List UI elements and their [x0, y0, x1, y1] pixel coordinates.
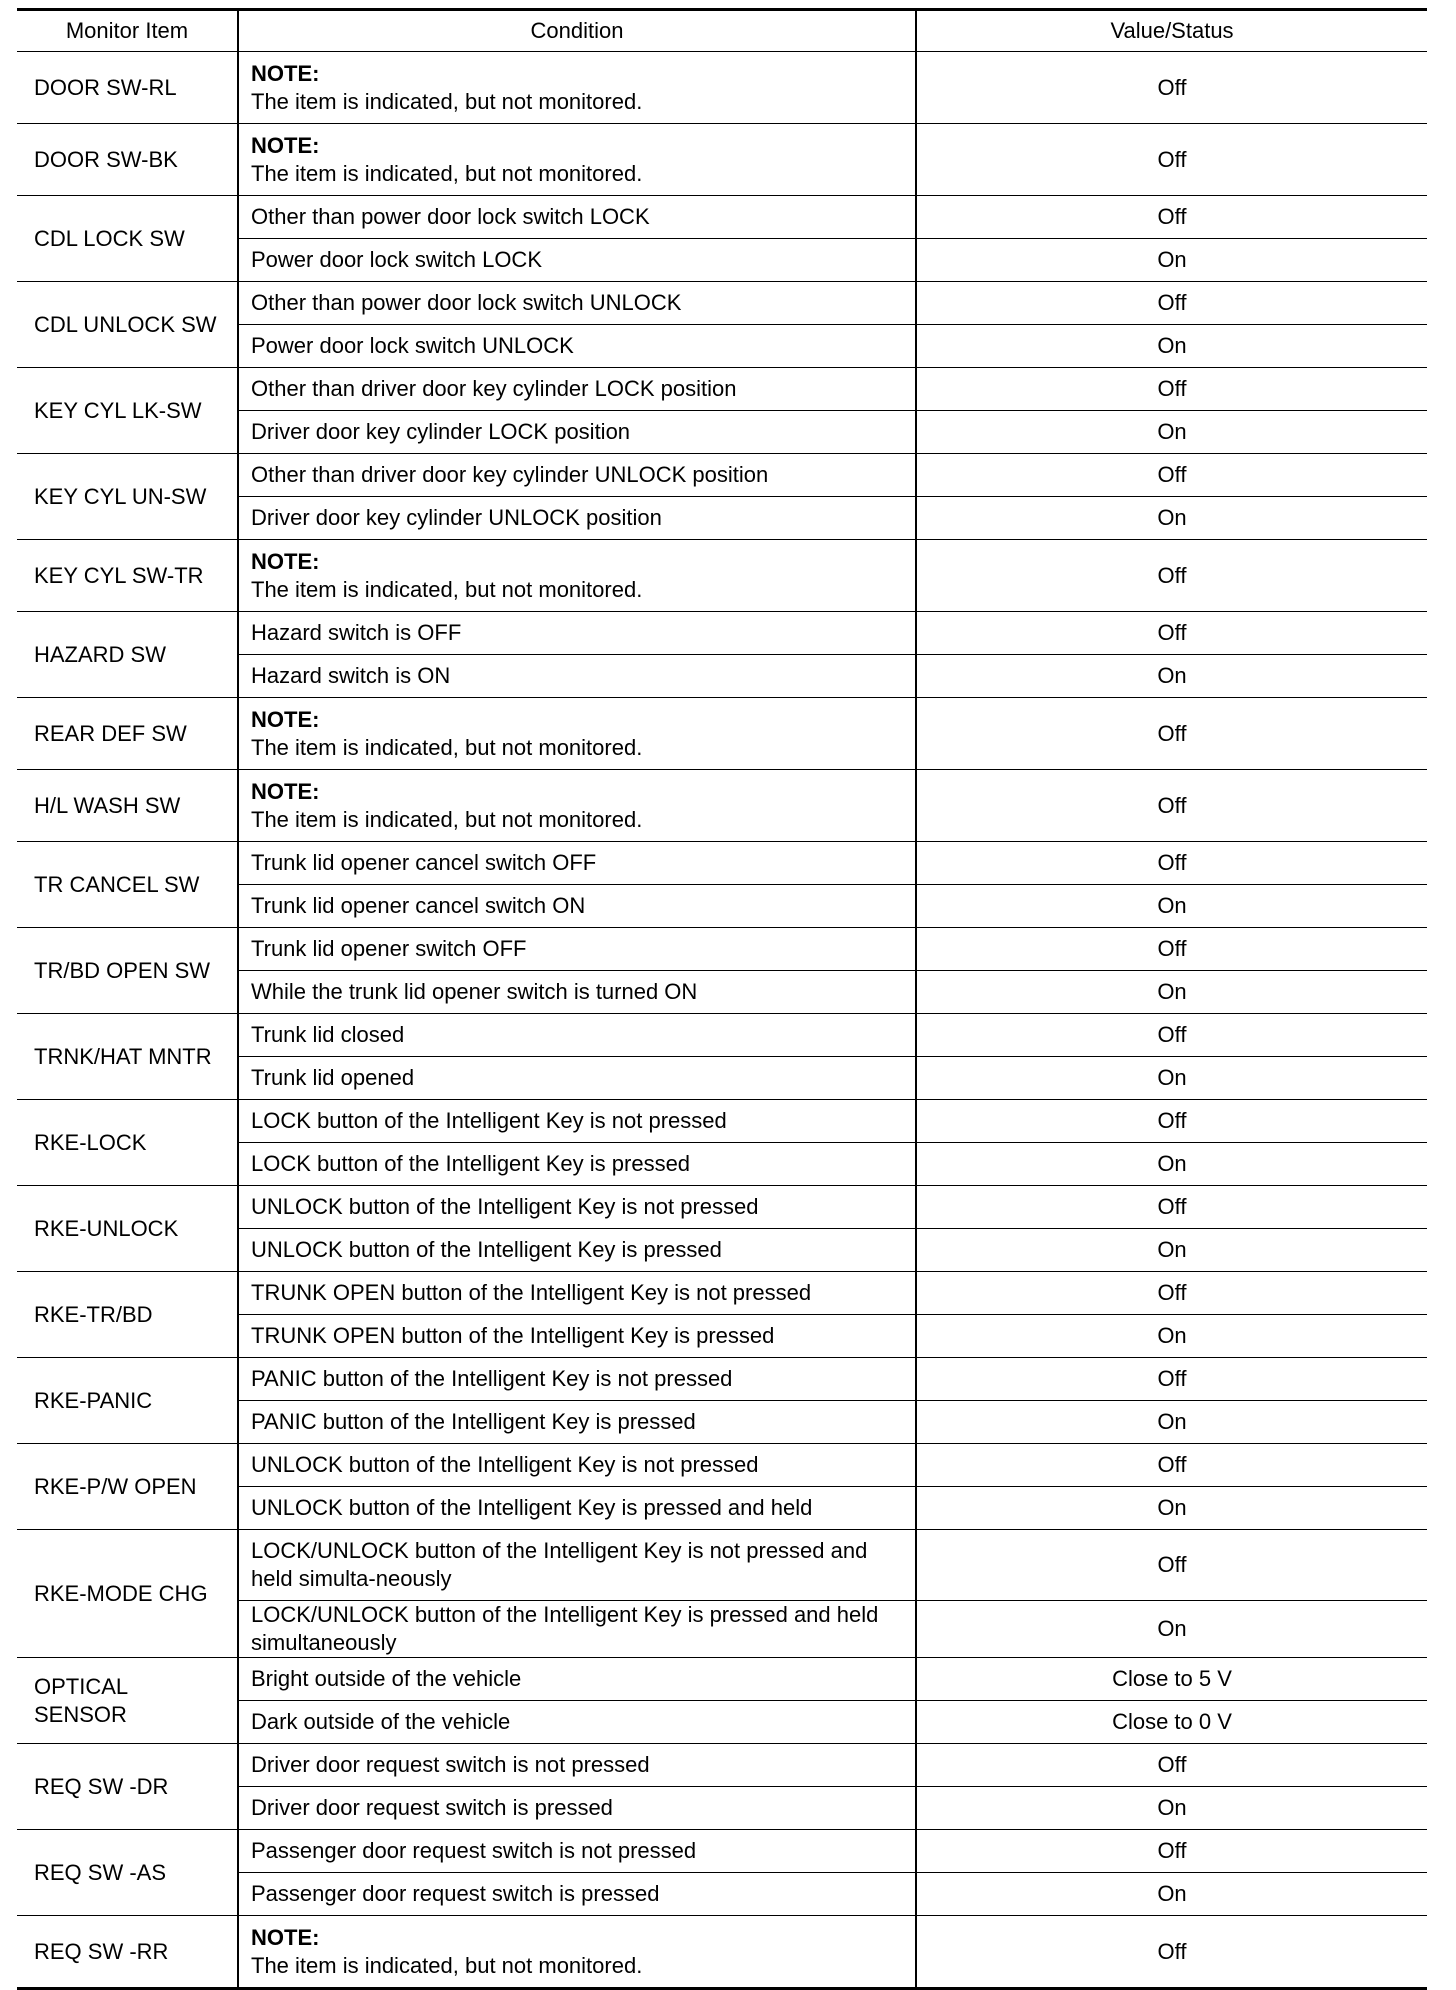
note-label: NOTE: [251, 706, 320, 732]
value-status: On [916, 325, 1427, 368]
monitor-item: TR/BD OPEN SW [17, 928, 238, 1014]
value-status: Off [1157, 74, 1187, 100]
monitor-item: DOOR SW-RL [17, 52, 238, 124]
monitor-item: REQ SW -AS [17, 1830, 238, 1916]
note-text: The item is indicated, but not monitored. [251, 806, 643, 832]
condition: Trunk lid opener cancel switch OFF [238, 842, 916, 885]
monitor-item: H/L WASH SW [17, 770, 238, 842]
condition: LOCK button of the Intelligent Key is not pressed [238, 1100, 916, 1143]
monitor-item: RKE-MODE CHG [17, 1530, 238, 1658]
condition: Trunk lid closed [238, 1014, 916, 1057]
value-status: Off [916, 928, 1427, 971]
monitor-item: DOOR SW-BK [17, 124, 238, 196]
value-status: Off [916, 1444, 1427, 1487]
table-row [17, 612, 1427, 655]
value-status: On [916, 497, 1427, 540]
condition: Trunk lid opener cancel switch ON [238, 885, 916, 928]
monitor-item: KEY CYL SW-TR [17, 540, 238, 612]
condition: Power door lock switch LOCK [238, 239, 916, 282]
table-body [17, 52, 1427, 1989]
monitor-item: TRNK/HAT MNTR [17, 1014, 238, 1100]
value-status: On [916, 1787, 1427, 1830]
value-status: On [916, 1057, 1427, 1100]
condition-note [238, 698, 916, 770]
table-row [17, 770, 1427, 842]
note-text: The item is indicated, but not monitored. [251, 734, 643, 760]
value-status: Close to 0 V [916, 1701, 1427, 1744]
note-label: NOTE: [251, 1924, 320, 1950]
value-status: On [916, 1315, 1427, 1358]
condition: PANIC button of the Intelligent Key is pressed [238, 1401, 916, 1444]
monitor-item: HAZARD SW [17, 612, 238, 698]
monitor-item: CDL UNLOCK SW [17, 282, 238, 368]
condition: Other than power door lock switch LOCK [238, 196, 916, 239]
value-status: On [916, 1487, 1427, 1530]
value-status: Off [916, 1186, 1427, 1229]
table-row [17, 1830, 1427, 1873]
table-row [17, 1014, 1427, 1057]
monitor-item: REQ SW -DR [17, 1744, 238, 1830]
note-text: The item is indicated, but not monitored. [251, 160, 643, 186]
table-row [17, 842, 1427, 885]
value-status: Off [916, 1744, 1427, 1787]
note-text: The item is indicated, but not monitored. [251, 576, 643, 602]
table-row [17, 1444, 1427, 1487]
condition: UNLOCK button of the Intelligent Key is pressed [238, 1229, 916, 1272]
monitor-item: KEY CYL LK-SW [17, 368, 238, 454]
table-row [17, 454, 1427, 497]
condition: Dark outside of the vehicle [238, 1701, 916, 1744]
note-text: The item is indicated, but not monitored. [251, 88, 643, 114]
table-row [17, 540, 1427, 612]
table-row [17, 1358, 1427, 1401]
condition: UNLOCK button of the Intelligent Key is pressed and held [238, 1487, 916, 1530]
value-status: Close to 5 V [916, 1658, 1427, 1701]
table-row [17, 698, 1427, 770]
condition: Other than driver door key cylinder UNLOCK position [238, 454, 916, 497]
monitor-item: RKE-TR/BD [17, 1272, 238, 1358]
condition: Other than driver door key cylinder LOCK position [238, 368, 916, 411]
value-status: Off [916, 1014, 1427, 1057]
value-status: Off [916, 1916, 1427, 1989]
monitor-item: REQ SW -RR [17, 1916, 238, 1989]
condition-note [238, 770, 916, 842]
condition: TRUNK OPEN button of the Intelligent Key is pressed [238, 1315, 916, 1358]
table-row [17, 368, 1427, 411]
value-status: Off [916, 1272, 1427, 1315]
note-label: NOTE: [251, 548, 320, 574]
condition: LOCK button of the Intelligent Key is pressed [238, 1143, 916, 1186]
condition: Power door lock switch UNLOCK [238, 325, 916, 368]
table-row [17, 1272, 1427, 1315]
value-status: On [916, 1601, 1427, 1658]
monitor-item: RKE-LOCK [17, 1100, 238, 1186]
value-status: On [916, 971, 1427, 1014]
condition-note [238, 52, 916, 124]
condition: While the trunk lid opener switch is turned ON [238, 971, 916, 1014]
value-status: Off [916, 124, 1427, 196]
condition: Hazard switch is OFF [238, 612, 916, 655]
header-row [17, 10, 1427, 52]
table-row [17, 1530, 1427, 1601]
value-status: Off [916, 1358, 1427, 1401]
value-status: On [916, 1143, 1427, 1186]
condition: UNLOCK button of the Intelligent Key is not pressed [238, 1186, 916, 1229]
note-label: NOTE: [251, 778, 320, 804]
table-row [17, 1744, 1427, 1787]
table-row [17, 282, 1427, 325]
note-text: The item is indicated, but not monitored. [251, 1952, 643, 1978]
header-monitor-item: Monitor Item [17, 10, 238, 52]
value-status: On [916, 1401, 1427, 1444]
value-status: On [916, 411, 1427, 454]
note-label: NOTE: [251, 60, 320, 86]
value-status: On [916, 239, 1427, 282]
value-status: On [916, 885, 1427, 928]
condition: UNLOCK button of the Intelligent Key is not pressed [238, 1444, 916, 1487]
table-row [17, 124, 1427, 196]
monitor-item: RKE-P/W OPEN [17, 1444, 238, 1530]
value-status: Off [916, 1530, 1427, 1601]
table-row [17, 196, 1427, 239]
monitor-item: KEY CYL UN-SW [17, 454, 238, 540]
condition: Hazard switch is ON [238, 655, 916, 698]
condition: PANIC button of the Intelligent Key is not pressed [238, 1358, 916, 1401]
note-label: NOTE: [251, 132, 320, 158]
condition: Trunk lid opened [238, 1057, 916, 1100]
table-row [17, 1100, 1427, 1143]
value-status: Off [916, 196, 1427, 239]
value-status: Off [916, 1830, 1427, 1873]
table-row [17, 1658, 1427, 1701]
header-condition: Condition [238, 10, 916, 52]
value-status: On [916, 1229, 1427, 1272]
condition: Driver door request switch is not pressed [238, 1744, 916, 1787]
monitor-item: RKE-PANIC [17, 1358, 238, 1444]
condition: Trunk lid opener switch OFF [238, 928, 916, 971]
value-status: Off [916, 368, 1427, 411]
table-row [17, 52, 1427, 124]
table-row [17, 1916, 1427, 1989]
value-status: Off [916, 282, 1427, 325]
monitor-item: CDL LOCK SW [17, 196, 238, 282]
monitor-item-table [17, 8, 1427, 1990]
value-status: Off [916, 842, 1427, 885]
value-status: Off [916, 770, 1427, 842]
value-status: Off [916, 612, 1427, 655]
header-value-status: Value/Status [916, 10, 1427, 52]
condition: LOCK/UNLOCK button of the Intelligent Key is pressed and held simultaneously [238, 1601, 916, 1658]
monitor-item: TR CANCEL SW [17, 842, 238, 928]
monitor-item: RKE-UNLOCK [17, 1186, 238, 1272]
condition: Driver door request switch is pressed [238, 1787, 916, 1830]
condition-note [238, 540, 916, 612]
condition: LOCK/UNLOCK button of the Intelligent Key is not pressed and held simulta-neously [238, 1530, 916, 1601]
value-status: On [916, 1873, 1427, 1916]
condition: Passenger door request switch is pressed [238, 1873, 916, 1916]
value-status: On [916, 655, 1427, 698]
table-row [17, 928, 1427, 971]
condition: Driver door key cylinder LOCK position [238, 411, 916, 454]
value-status: Off [916, 698, 1427, 770]
condition: TRUNK OPEN button of the Intelligent Key is not pressed [238, 1272, 916, 1315]
table-row [17, 1186, 1427, 1229]
condition-note [238, 124, 916, 196]
condition: Passenger door request switch is not pressed [238, 1830, 916, 1873]
monitor-item: REAR DEF SW [17, 698, 238, 770]
condition: Driver door key cylinder UNLOCK position [238, 497, 916, 540]
condition: Other than power door lock switch UNLOCK [238, 282, 916, 325]
value-status: Off [916, 540, 1427, 612]
monitor-item: OPTICAL SENSOR [17, 1658, 238, 1744]
value-status: Off [916, 1100, 1427, 1143]
condition: Bright outside of the vehicle [238, 1658, 916, 1701]
value-status: Off [916, 454, 1427, 497]
condition-note [238, 1916, 916, 1989]
